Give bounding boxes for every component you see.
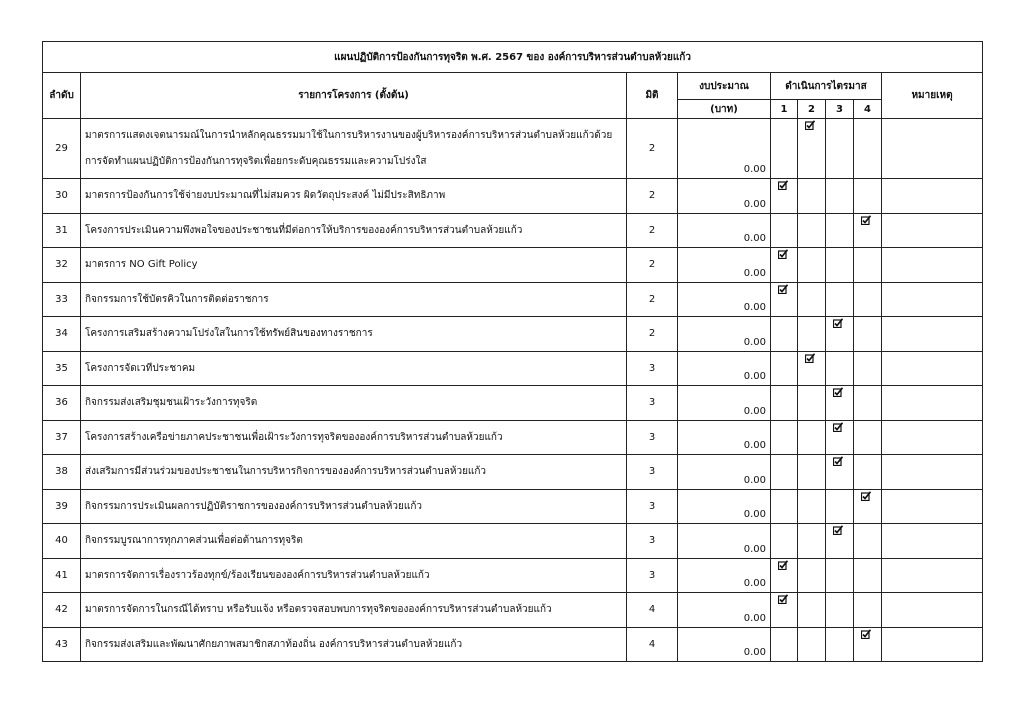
- plan-body: [43, 119, 983, 662]
- remark-cell: [882, 386, 983, 421]
- quarter-4-cell: [854, 119, 882, 179]
- dimension-cell: 2: [627, 248, 678, 283]
- table-row: [43, 455, 983, 490]
- table-row: [43, 119, 983, 179]
- quarter-2-cell: [798, 558, 826, 593]
- dimension-cell: 3: [627, 489, 678, 524]
- quarter-1-cell: [771, 119, 798, 179]
- quarter-1-cell: [771, 386, 798, 421]
- dimension-cell: 3: [627, 351, 678, 386]
- table-row: [43, 524, 983, 559]
- row-number: 42: [43, 593, 81, 628]
- quarter-4-cell: [854, 558, 882, 593]
- quarter-3-cell: [826, 119, 854, 179]
- dimension-cell: 2: [627, 179, 678, 214]
- quarter-4-cell: [854, 420, 882, 455]
- quarter-1-cell: [771, 593, 798, 628]
- budget-cell: 0.00: [678, 593, 771, 628]
- quarter-1-cell: [771, 179, 798, 214]
- remark-cell: [882, 420, 983, 455]
- quarter-1-cell: [771, 558, 798, 593]
- row-number: 29: [43, 119, 81, 179]
- quarter-3-cell: [826, 593, 854, 628]
- remark-cell: [882, 558, 983, 593]
- quarter-2-cell: [798, 282, 826, 317]
- quarter-4-cell: [854, 455, 882, 490]
- budget-cell: 0.00: [678, 179, 771, 214]
- row-number: 32: [43, 248, 81, 283]
- row-number: 34: [43, 317, 81, 352]
- quarter-3-cell: [826, 317, 854, 352]
- remark-cell: [882, 213, 983, 248]
- quarter-1-cell: [771, 248, 798, 283]
- budget-cell: 0.00: [678, 213, 771, 248]
- table-row: [43, 420, 983, 455]
- checkbox-checked-icon: [805, 353, 814, 362]
- header-budget-unit: (บาท): [678, 100, 771, 119]
- dimension-cell: 4: [627, 627, 678, 662]
- project-name: กิจกรรมบูรณาการทุกภาคส่วนเพื่อต่อต้านการทุจริต: [81, 524, 627, 559]
- budget-cell: 0.00: [678, 351, 771, 386]
- dimension-cell: 3: [627, 524, 678, 559]
- checkbox-checked-icon: [778, 249, 787, 258]
- budget-cell: 0.00: [678, 627, 771, 662]
- budget-cell: 0.00: [678, 248, 771, 283]
- remark-cell: [882, 593, 983, 628]
- quarter-1-cell: [771, 420, 798, 455]
- quarter-4-cell: [854, 489, 882, 524]
- dimension-cell: 3: [627, 455, 678, 490]
- quarter-2-cell: [798, 386, 826, 421]
- quarter-2-cell: [798, 455, 826, 490]
- budget-cell: 0.00: [678, 489, 771, 524]
- quarter-4-cell: [854, 524, 882, 559]
- dimension-cell: 3: [627, 558, 678, 593]
- header-remark: หมายเหตุ: [882, 73, 983, 119]
- header-q3: 3: [826, 100, 854, 119]
- checkbox-checked-icon: [861, 629, 870, 638]
- row-number: 30: [43, 179, 81, 214]
- quarter-2-cell: [798, 119, 826, 179]
- row-number: 37: [43, 420, 81, 455]
- quarter-3-cell: [826, 489, 854, 524]
- checkbox-checked-icon: [833, 456, 842, 465]
- checkbox-checked-icon: [833, 387, 842, 396]
- quarter-3-cell: [826, 558, 854, 593]
- remark-cell: [882, 524, 983, 559]
- dimension-cell: 2: [627, 213, 678, 248]
- project-name: กิจกรรมการประเมินผลการปฏิบัติราชการขององค์การบริหารส่วนตำบลห้วยแก้ว: [81, 489, 627, 524]
- quarter-3-cell: [826, 282, 854, 317]
- quarter-3-cell: [826, 248, 854, 283]
- remark-cell: [882, 179, 983, 214]
- table-row: [43, 593, 983, 628]
- dimension-cell: 3: [627, 420, 678, 455]
- checkbox-checked-icon: [778, 560, 787, 569]
- header-q1: 1: [771, 100, 798, 119]
- quarter-2-cell: [798, 489, 826, 524]
- table-row: [43, 317, 983, 352]
- quarter-3-cell: [826, 213, 854, 248]
- row-number: 33: [43, 282, 81, 317]
- checkbox-checked-icon: [833, 525, 842, 534]
- row-number: 38: [43, 455, 81, 490]
- budget-cell: 0.00: [678, 558, 771, 593]
- quarter-4-cell: [854, 351, 882, 386]
- row-number: 35: [43, 351, 81, 386]
- quarter-4-cell: [854, 386, 882, 421]
- quarter-1-cell: [771, 351, 798, 386]
- project-name: มาตรการ NO Gift Policy: [81, 248, 627, 283]
- table-row: [43, 351, 983, 386]
- dimension-cell: 4: [627, 593, 678, 628]
- quarter-1-cell: [771, 317, 798, 352]
- table-row: [43, 386, 983, 421]
- dimension-cell: 2: [627, 282, 678, 317]
- quarter-3-cell: [826, 420, 854, 455]
- budget-cell: 0.00: [678, 386, 771, 421]
- quarter-1-cell: [771, 627, 798, 662]
- remark-cell: [882, 627, 983, 662]
- quarter-3-cell: [826, 455, 854, 490]
- row-number: 36: [43, 386, 81, 421]
- quarter-4-cell: [854, 282, 882, 317]
- budget-cell: 0.00: [678, 282, 771, 317]
- quarter-2-cell: [798, 524, 826, 559]
- project-name: กิจกรรมส่งเสริมและพัฒนาศักยภาพสมาชิกสภาท้องถิ่น องค์การบริหารส่วนตำบลห้วยแก้ว: [81, 627, 627, 662]
- table-row: [43, 489, 983, 524]
- project-name: โครงการจัดเวทีประชาคม: [81, 351, 627, 386]
- table-row: [43, 179, 983, 214]
- table-row: [43, 627, 983, 662]
- quarter-1-cell: [771, 213, 798, 248]
- remark-cell: [882, 119, 983, 179]
- checkbox-checked-icon: [833, 422, 842, 431]
- budget-cell: 0.00: [678, 119, 771, 179]
- dimension-cell: 2: [627, 317, 678, 352]
- header-q2: 2: [798, 100, 826, 119]
- quarter-4-cell: [854, 213, 882, 248]
- project-name: กิจกรรมส่งเสริมชุมชนเฝ้าระวังการทุจริต: [81, 386, 627, 421]
- checkbox-checked-icon: [778, 284, 787, 293]
- quarter-1-cell: [771, 489, 798, 524]
- project-name: กิจกรรมการใช้บัตรคิวในการติดต่อราชการ: [81, 282, 627, 317]
- budget-cell: 0.00: [678, 524, 771, 559]
- table-title: แผนปฏิบัติการป้องกันการทุจริต พ.ศ. 2567 ของ องค์การบริหารส่วนตำบลห้วยแก้ว: [43, 42, 983, 73]
- table-row: [43, 248, 983, 283]
- project-name: ส่งเสริมการมีส่วนร่วมของประชาชนในการบริหารกิจการขององค์การบริหารส่วนตำบลห้วยแก้ว: [81, 455, 627, 490]
- remark-cell: [882, 351, 983, 386]
- checkbox-checked-icon: [805, 120, 814, 129]
- header-budget: งบประมาณ: [678, 73, 771, 100]
- header-quarter-group: ดำเนินการไตรมาส: [771, 73, 882, 100]
- dimension-cell: 2: [627, 119, 678, 179]
- quarter-3-cell: [826, 386, 854, 421]
- quarter-2-cell: [798, 627, 826, 662]
- checkbox-checked-icon: [861, 491, 870, 500]
- row-number: 43: [43, 627, 81, 662]
- quarter-2-cell: [798, 179, 826, 214]
- project-name: มาตรการป้องกันการใช้จ่ายงบประมาณที่ไม่สมควร ผิดวัตถุประสงค์ ไม่มีประสิทธิภาพ: [81, 179, 627, 214]
- quarter-2-cell: [798, 420, 826, 455]
- quarter-2-cell: [798, 317, 826, 352]
- row-number: 31: [43, 213, 81, 248]
- quarter-4-cell: [854, 248, 882, 283]
- project-name: โครงการสร้างเครือข่ายภาคประชาชนเพื่อเฝ้าระวังการทุจริตขององค์การบริหารส่วนตำบลห้วยแก้ว: [81, 420, 627, 455]
- quarter-4-cell: [854, 179, 882, 214]
- project-name: มาตรการจัดการในกรณีได้ทราบ หรือรับแจ้ง หรือตรวจสอบพบการทุจริตขององค์การบริหารส่วนตำบลห้วยแก้ว: [81, 593, 627, 628]
- header-q4: 4: [854, 100, 882, 119]
- header-project: รายการโครงการ (ตั้งต้น): [81, 73, 627, 119]
- remark-cell: [882, 489, 983, 524]
- quarter-2-cell: [798, 351, 826, 386]
- quarter-1-cell: [771, 524, 798, 559]
- quarter-3-cell: [826, 351, 854, 386]
- checkbox-checked-icon: [778, 594, 787, 603]
- remark-cell: [882, 317, 983, 352]
- table-row: [43, 213, 983, 248]
- budget-cell: 0.00: [678, 420, 771, 455]
- row-number: 39: [43, 489, 81, 524]
- quarter-3-cell: [826, 524, 854, 559]
- quarter-2-cell: [798, 213, 826, 248]
- project-name: โครงการประเมินความพึงพอใจของประชาชนที่มีต่อการให้บริการขององค์การบริหารส่วนตำบลห้วยแก้ว: [81, 213, 627, 248]
- quarter-2-cell: [798, 248, 826, 283]
- checkbox-checked-icon: [778, 180, 787, 189]
- table-row: [43, 282, 983, 317]
- quarter-4-cell: [854, 317, 882, 352]
- project-name: มาตรการแสดงเจตนารมณ์ในการนำหลักคุณธรรมมาใช้ในการบริหารงานของผู้บริหารองค์การบริหารส่วนตำบลห้วยแก้วด้วยการจัดทำแผนปฏิบัติการป้องกันการทุจริตเพื่อยกระดับคุณธรรมและความโปร่งใส: [81, 119, 627, 179]
- row-number: 41: [43, 558, 81, 593]
- checkbox-checked-icon: [833, 318, 842, 327]
- quarter-3-cell: [826, 179, 854, 214]
- checkbox-checked-icon: [861, 215, 870, 224]
- remark-cell: [882, 282, 983, 317]
- table-row: [43, 558, 983, 593]
- quarter-1-cell: [771, 282, 798, 317]
- header-no: ลำดับ: [43, 73, 81, 119]
- dimension-cell: 3: [627, 386, 678, 421]
- project-name: มาตรการจัดการเรื่องราวร้องทุกข์/ร้องเรียนขององค์การบริหารส่วนตำบลห้วยแก้ว: [81, 558, 627, 593]
- quarter-4-cell: [854, 627, 882, 662]
- budget-cell: 0.00: [678, 317, 771, 352]
- row-number: 40: [43, 524, 81, 559]
- header-dimension: มิติ: [627, 73, 678, 119]
- plan-sheet: [42, 41, 982, 662]
- project-name: โครงการเสริมสร้างความโปร่งใสในการใช้ทรัพย์สินของทางราชการ: [81, 317, 627, 352]
- quarter-4-cell: [854, 593, 882, 628]
- quarter-1-cell: [771, 455, 798, 490]
- remark-cell: [882, 248, 983, 283]
- quarter-2-cell: [798, 593, 826, 628]
- remark-cell: [882, 455, 983, 490]
- plan-table: [42, 41, 983, 662]
- quarter-3-cell: [826, 627, 854, 662]
- budget-cell: 0.00: [678, 455, 771, 490]
